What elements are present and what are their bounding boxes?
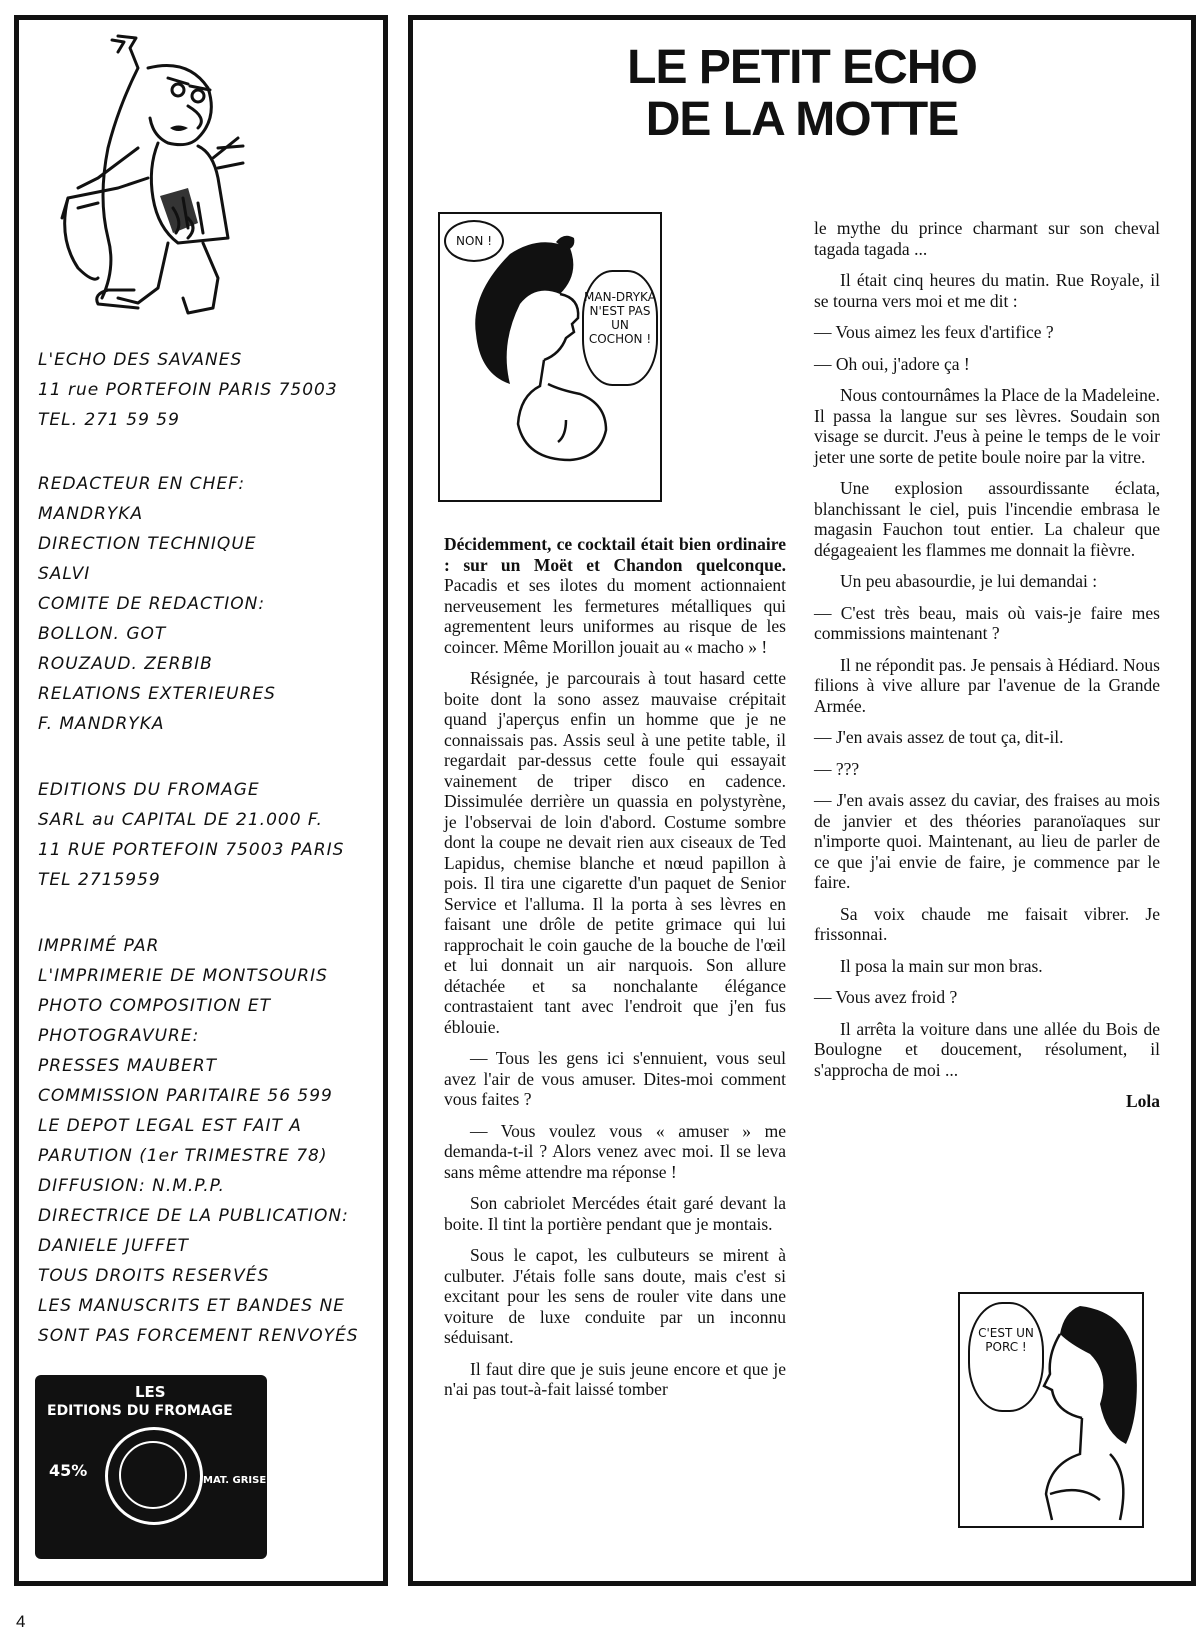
masthead-line: IMPRIMÉ PAR (38, 936, 160, 956)
masthead-line: SALVI (38, 564, 91, 584)
article-lead-rest: Pacadis et ses ilotes du moment actionnaient nerveusement les fermetures métalliques qui agrementent leurs uniformes au risque de les coincer. Même Morillon jouait au « macho » ! (444, 575, 786, 657)
logo-main-text: EDITIONS DU FROMAGE (47, 1403, 233, 1419)
masthead-line: BOLLON. GOT (38, 624, 167, 644)
comic-panel-top (438, 212, 662, 502)
masthead-line: DANIELE JUFFET (38, 1236, 189, 1256)
article-paragraph: Sa voix chaude me faisait vibrer. Je frissonnai. (814, 903, 1160, 944)
masthead-line: L'IMPRIMERIE DE MONTSOURIS (38, 966, 328, 986)
masthead-line: 11 RUE PORTEFOIN 75003 PARIS (38, 840, 345, 860)
masthead-line: F. MANDRYKA (38, 714, 165, 734)
article-column-2 (814, 218, 1160, 1123)
article-paragraph: — Vous avez froid ? (814, 987, 958, 1007)
masthead-line: DIRECTION TECHNIQUE (38, 534, 257, 554)
masthead-line: DIFFUSION: N.M.P.P. (38, 1176, 225, 1196)
speech-bubble (968, 1302, 1044, 1412)
article-column-1 (444, 534, 786, 1411)
article-lead: Décidemment, ce cocktail était bien ordinaire : sur un Moët et Chandon quelconque. (444, 534, 786, 575)
cow-head-icon (119, 1441, 187, 1509)
speech-bubble-text: C'EST UN PORC ! (978, 1326, 1034, 1354)
masthead-line: ROUZAUD. ZERBIB (38, 654, 213, 674)
masthead-line: COMMISSION PARITAIRE 56 599 (38, 1086, 333, 1106)
article-paragraph: Un peu abasourdie, je lui demandai : (840, 571, 1098, 591)
article-signature: Lola (1125, 1091, 1160, 1111)
masthead-line: TEL 2715959 (38, 870, 161, 890)
comic-panel-bottom (958, 1292, 1144, 1528)
masthead-line: SONT PAS FORCEMENT RENVOYÉS (38, 1326, 359, 1346)
article-paragraph: Il était cinq heures du matin. Rue Royale, il se tourna vers moi et me dit : (814, 270, 1160, 311)
masthead-line: L'ECHO DES SAVANES (38, 350, 243, 370)
masthead-line: LES MANUSCRITS ET BANDES NE (38, 1296, 345, 1316)
speech-bubble-text: NON ! (455, 234, 493, 248)
article-paragraph: Sous le capot, les culbuteurs se mirent à culbuter. J'étais folle sans doute, mais c'est si excitant pour les sens de rouler vite dans une voiture de luxe conduite par un inconnu séduisant. (444, 1245, 786, 1347)
masthead-line: COMITE DE REDACTION: (38, 594, 266, 614)
article-paragraph: Il posa la main sur mon bras. (840, 955, 1043, 976)
masthead-line: PHOTOGRAVURE: (38, 1026, 200, 1046)
article-paragraph: Il ne répondit pas. Je pensais à Hédiard. Nous filions à vive allure par l'avenue de la Grande Armée. (814, 654, 1160, 716)
masthead-line: SARL au CAPITAL DE 21.000 F. (38, 810, 323, 830)
masthead-line: MANDRYKA (38, 504, 144, 524)
article-paragraph: — Vous aimez les feux d'artifice ? (814, 322, 1054, 342)
article-paragraph: Résignée, je parcourais à tout hasard cette boite dont la sono assez mauvaise crépitait quand j'aperçus enfin un homme que je ne connaissais pas. Assis seul à une petite table, il regardait par-dessus cette foule qui essayait vainement de triper disco en cadence. Dissimulée derrière un quassia en polystyrène, je l'observai de loin d'abord. Costume sombre dont la coupe ne devait rien aux ciseaux de Ted Lapidus, chemise blanche et nœud papillon à pois. Il tira une cigarette d'un paquet de Senior Service et l'alluma. Il la porta à ses lèvres en faisant une drôle de petite grimace qui lui rapprochait le coin gauche de la bouche de l'œil et lui donnait un air narquois. Son allure détachée et sa nonchalante élégance contrastaient tant avec l'endroit que j'en fus éblouie. (444, 668, 786, 1037)
logo-percent-text: 45% (49, 1461, 88, 1480)
masthead-line: PHOTO COMPOSITION ET (38, 996, 271, 1016)
masthead-line: PRESSES MAUBERT (38, 1056, 218, 1076)
article-paragraph: Il arrêta la voiture dans une allée du Bois de Boulogne et doucement, résolument, il s'approcha de moi ... (814, 1018, 1160, 1080)
masthead-line: PARUTION (1er TRIMESTRE 78) (38, 1146, 328, 1166)
masthead-line: EDITIONS DU FROMAGE (38, 780, 260, 800)
article-paragraph: le mythe du prince charmant sur son cheval tagada tagada ... (814, 218, 1160, 259)
speech-bubble (582, 270, 658, 386)
article-paragraph: — Oh oui, j'adore ça ! (814, 353, 970, 374)
masthead-line: DIRECTRICE DE LA PUBLICATION: (38, 1206, 349, 1226)
logo-right-text: MAT. GRISE (203, 1475, 267, 1486)
masthead-line: LE DEPOT LEGAL EST FAIT A (38, 1116, 302, 1136)
article-paragraph: Il faut dire que je suis jeune encore et que je n'ai pas tout-à-fait laissé tomber (444, 1358, 786, 1399)
masthead-line: TEL. 271 59 59 (38, 410, 180, 430)
article-paragraph: — ??? (814, 758, 860, 779)
article-paragraph: — J'en avais assez du caviar, des fraises au mois de janvier et des théories paranoïaques sur n'importe quoi. Maintenant, au lieu de parler de ce que j'ai envie de faire, je commence par le faire. (814, 790, 1160, 892)
article-paragraph: Une explosion assourdissante éclata, blanchissant le ciel, puis l'incendie embrasa le magasin Fauchon tout entier. La chaleur que dégageaient les flammes me donnait la fièvre. (814, 478, 1160, 560)
masthead-line: TOUS DROITS RESERVÉS (38, 1266, 270, 1286)
speech-bubble (444, 220, 504, 262)
article-paragraph (444, 534, 786, 657)
masthead-line: RELATIONS EXTERIEURES (38, 684, 276, 704)
article-paragraph: — J'en avais assez de tout ça, dit-il. (814, 727, 1064, 747)
article-title-line-2: DE LA MOTTE (645, 93, 959, 146)
masthead-line: 11 rue PORTEFOIN PARIS 75003 (38, 380, 338, 400)
masthead-line: REDACTEUR EN CHEF: (38, 474, 246, 494)
page-number: 4 (16, 1612, 26, 1631)
logo-top-text: LES (135, 1383, 166, 1401)
article-paragraph: — Tous les gens ici s'ennuient, vous seul avez l'air de vous amuser. Dites-moi comment vous faites ? (444, 1048, 786, 1109)
article-title-line-1: LE PETIT ECHO (627, 41, 977, 94)
article-paragraph: — C'est très beau, mais où vais-je faire mes commissions maintenant ? (814, 602, 1160, 643)
article-paragraph: Son cabriolet Mercédes était garé devant la boite. Il tint la portière pendant que je montais. (444, 1193, 786, 1234)
archer-cartoon-illustration (38, 28, 248, 328)
article-paragraph: — Vous voulez vous « amuser » me demanda-t-il ? Alors venez avec moi. Il se leva sans même attendre ma réponse ! (444, 1120, 786, 1182)
speech-bubble-text: MAN-DRYKA N'EST PAS UN COCHON ! (584, 290, 656, 346)
editions-du-fromage-logo (35, 1375, 267, 1559)
article-paragraph: Nous contournâmes la Place de la Madeleine. Il passa la langue sur ses lèvres. Soudain son visage se durcit. J'eus à peine le temps de le voir jeter une sorte de petite boule noire par la vitre. (814, 385, 1160, 467)
